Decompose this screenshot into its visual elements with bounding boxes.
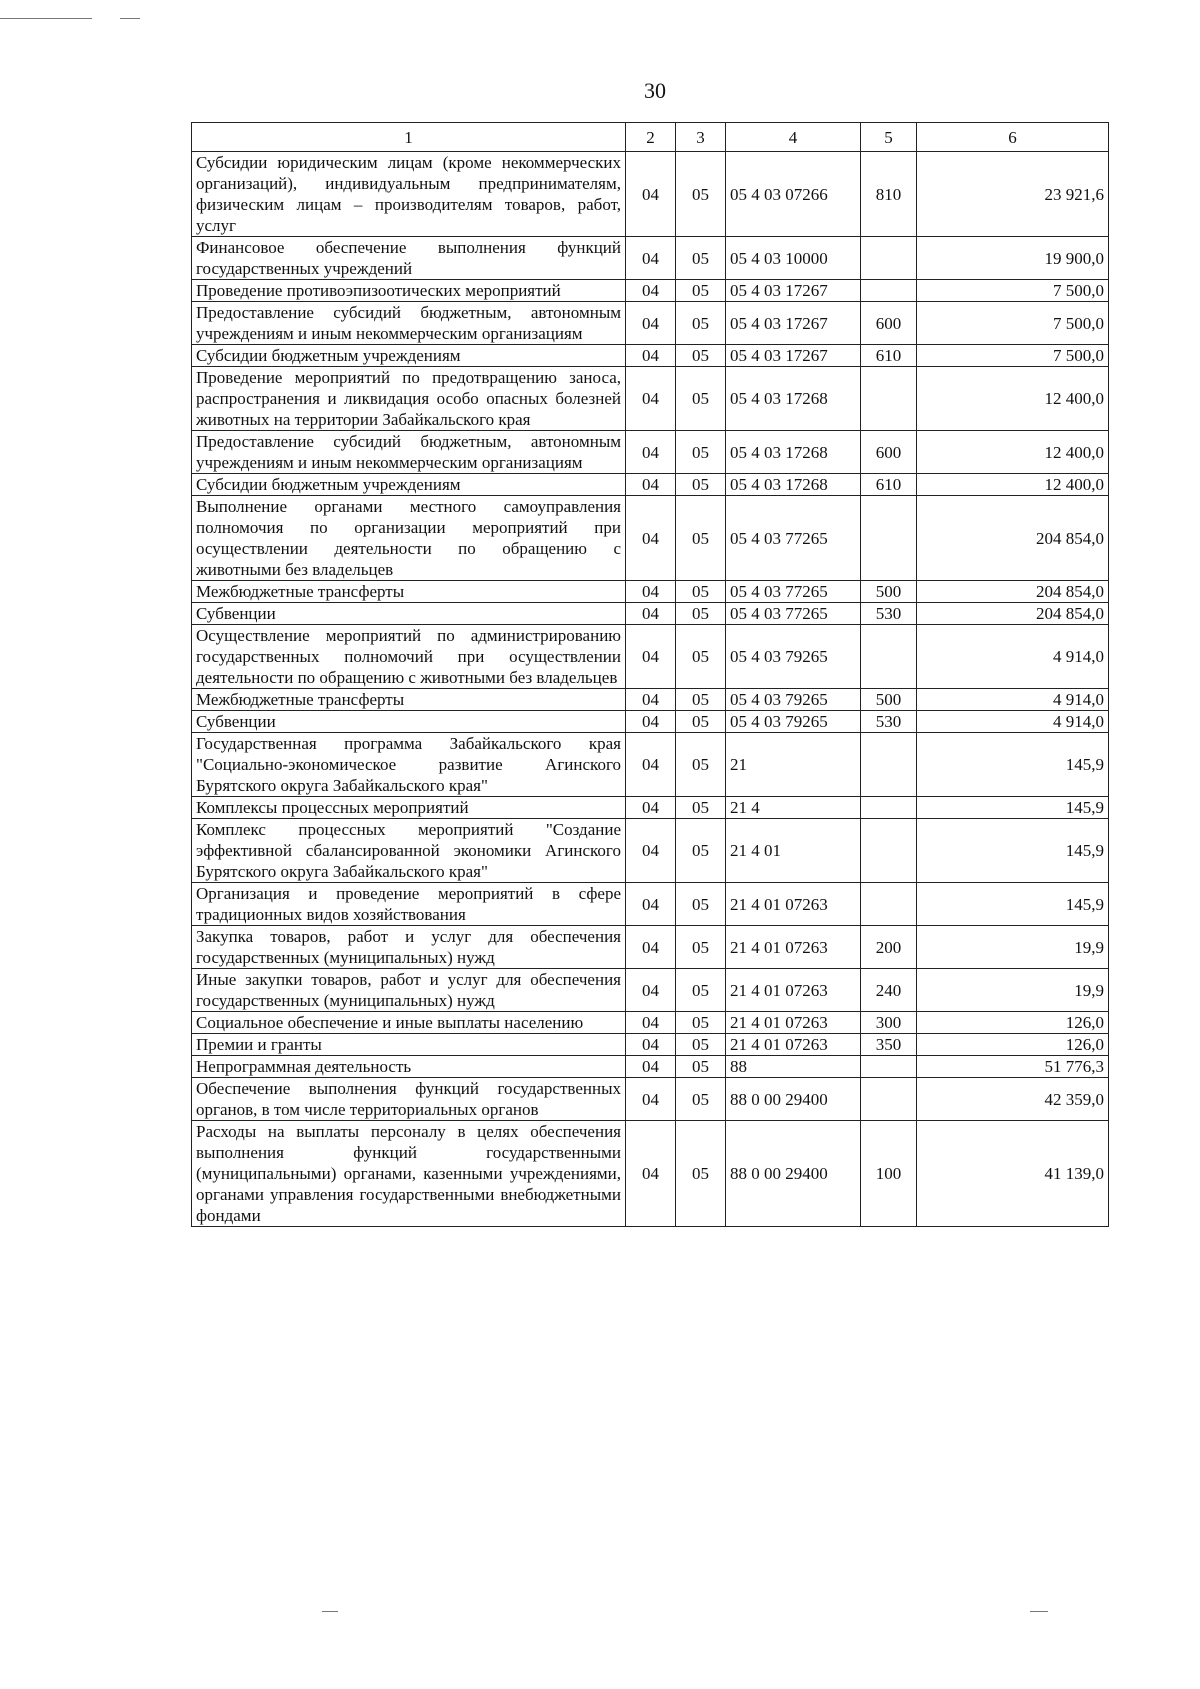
table-row xyxy=(192,1034,1109,1056)
row-subsection-cell: 05 xyxy=(676,819,726,883)
row-amount-cell: 19,9 xyxy=(917,926,1109,969)
row-section-cell: 04 xyxy=(626,280,676,302)
row-expense-type-cell xyxy=(861,797,917,819)
row-subsection-cell: 05 xyxy=(676,1121,726,1227)
table-row xyxy=(192,969,1109,1012)
row-expense-type-cell: 500 xyxy=(861,689,917,711)
table-row xyxy=(192,1121,1109,1227)
table-row xyxy=(192,1012,1109,1034)
scan-artifact-line xyxy=(322,1611,338,1612)
row-subsection-cell: 05 xyxy=(676,496,726,581)
row-expense-type-cell: 300 xyxy=(861,1012,917,1034)
row-target-article-cell: 05 4 03 17267 xyxy=(726,302,861,345)
table-row xyxy=(192,883,1109,926)
table-row xyxy=(192,625,1109,689)
scan-artifact-line xyxy=(0,18,92,19)
table-header-row xyxy=(192,123,1109,152)
row-amount-cell: 126,0 xyxy=(917,1012,1109,1034)
row-target-article-cell: 05 4 03 17268 xyxy=(726,367,861,431)
row-subsection-cell: 05 xyxy=(676,1012,726,1034)
row-name-cell: Проведение противоэпизоотических мероприятий xyxy=(192,280,626,302)
row-subsection-cell: 05 xyxy=(676,345,726,367)
column-header: 3 xyxy=(676,123,726,152)
table-row xyxy=(192,711,1109,733)
row-amount-cell: 42 359,0 xyxy=(917,1078,1109,1121)
column-header: 1 xyxy=(192,123,626,152)
row-name-cell: Социальное обеспечение и иные выплаты населению xyxy=(192,1012,626,1034)
row-subsection-cell: 05 xyxy=(676,367,726,431)
table-row xyxy=(192,280,1109,302)
row-expense-type-cell: 240 xyxy=(861,969,917,1012)
row-expense-type-cell: 600 xyxy=(861,302,917,345)
row-name-cell: Межбюджетные трансферты xyxy=(192,581,626,603)
row-target-article-cell: 05 4 03 07266 xyxy=(726,152,861,237)
row-name-cell: Межбюджетные трансферты xyxy=(192,689,626,711)
row-amount-cell: 12 400,0 xyxy=(917,431,1109,474)
row-name-cell: Государственная программа Забайкальского края "Социально-экономическое развитие Агинского Бурятского округа Забайкальского края" xyxy=(192,733,626,797)
row-target-article-cell: 88 0 00 29400 xyxy=(726,1121,861,1227)
budget-table xyxy=(191,122,1109,1227)
row-name-cell: Предоставление субсидий бюджетным, автономным учреждениям и иным некоммерческим организациям xyxy=(192,431,626,474)
row-amount-cell: 12 400,0 xyxy=(917,474,1109,496)
row-expense-type-cell: 100 xyxy=(861,1121,917,1227)
row-target-article-cell: 21 4 01 07263 xyxy=(726,926,861,969)
row-expense-type-cell xyxy=(861,237,917,280)
row-name-cell: Субсидии бюджетным учреждениям xyxy=(192,474,626,496)
row-subsection-cell: 05 xyxy=(676,883,726,926)
row-expense-type-cell: 530 xyxy=(861,711,917,733)
scan-artifact-line xyxy=(120,18,140,19)
row-name-cell: Комплексы процессных мероприятий xyxy=(192,797,626,819)
row-target-article-cell: 05 4 03 79265 xyxy=(726,711,861,733)
row-name-cell: Субсидии бюджетным учреждениям xyxy=(192,345,626,367)
row-expense-type-cell xyxy=(861,367,917,431)
row-section-cell: 04 xyxy=(626,819,676,883)
row-section-cell: 04 xyxy=(626,496,676,581)
table-row xyxy=(192,237,1109,280)
row-section-cell: 04 xyxy=(626,431,676,474)
row-expense-type-cell: 200 xyxy=(861,926,917,969)
row-target-article-cell: 88 xyxy=(726,1056,861,1078)
row-name-cell: Обеспечение выполнения функций государственных органов, в том числе территориальных органов xyxy=(192,1078,626,1121)
row-expense-type-cell: 610 xyxy=(861,474,917,496)
table-row xyxy=(192,797,1109,819)
row-amount-cell: 126,0 xyxy=(917,1034,1109,1056)
row-target-article-cell: 88 0 00 29400 xyxy=(726,1078,861,1121)
row-target-article-cell: 05 4 03 77265 xyxy=(726,581,861,603)
row-amount-cell: 4 914,0 xyxy=(917,625,1109,689)
row-target-article-cell: 05 4 03 17267 xyxy=(726,345,861,367)
row-name-cell: Комплекс процессных мероприятий "Создание эффективной сбалансированной экономики Агинского Бурятского округа Забайкальского края" xyxy=(192,819,626,883)
row-name-cell: Субсидии юридическим лицам (кроме некоммерческих организаций), индивидуальным предпринимателям, физическим лицам – производителям товаров, работ, услуг xyxy=(192,152,626,237)
table-row xyxy=(192,345,1109,367)
row-section-cell: 04 xyxy=(626,797,676,819)
column-header: 2 xyxy=(626,123,676,152)
row-name-cell: Выполнение органами местного самоуправления полномочия по организации мероприятий при осуществлении деятельности по обращению с животными без владельцев xyxy=(192,496,626,581)
row-subsection-cell: 05 xyxy=(676,969,726,1012)
row-name-cell: Проведение мероприятий по предотвращению заноса, распространения и ликвидация особо опасных болезней животных на территории Забайкальского края xyxy=(192,367,626,431)
row-name-cell: Непрограммная деятельность xyxy=(192,1056,626,1078)
row-target-article-cell: 05 4 03 17268 xyxy=(726,474,861,496)
row-subsection-cell: 05 xyxy=(676,797,726,819)
row-target-article-cell: 05 4 03 79265 xyxy=(726,689,861,711)
row-subsection-cell: 05 xyxy=(676,431,726,474)
row-amount-cell: 7 500,0 xyxy=(917,302,1109,345)
row-expense-type-cell: 610 xyxy=(861,345,917,367)
row-target-article-cell: 21 xyxy=(726,733,861,797)
table-row xyxy=(192,819,1109,883)
row-expense-type-cell: 810 xyxy=(861,152,917,237)
table-row xyxy=(192,152,1109,237)
row-target-article-cell: 05 4 03 17267 xyxy=(726,280,861,302)
row-section-cell: 04 xyxy=(626,581,676,603)
scan-artifact-line xyxy=(1030,1611,1048,1612)
row-section-cell: 04 xyxy=(626,1034,676,1056)
table-row xyxy=(192,926,1109,969)
row-section-cell: 04 xyxy=(626,625,676,689)
table-row xyxy=(192,733,1109,797)
row-amount-cell: 23 921,6 xyxy=(917,152,1109,237)
row-subsection-cell: 05 xyxy=(676,1078,726,1121)
row-amount-cell: 7 500,0 xyxy=(917,345,1109,367)
row-expense-type-cell xyxy=(861,1078,917,1121)
row-name-cell: Премии и гранты xyxy=(192,1034,626,1056)
row-subsection-cell: 05 xyxy=(676,711,726,733)
table-row xyxy=(192,302,1109,345)
page-number: 30 xyxy=(644,78,666,103)
table-row xyxy=(192,474,1109,496)
row-amount-cell: 4 914,0 xyxy=(917,689,1109,711)
row-section-cell: 04 xyxy=(626,733,676,797)
row-target-article-cell: 21 4 01 07263 xyxy=(726,1012,861,1034)
row-subsection-cell: 05 xyxy=(676,280,726,302)
row-target-article-cell: 21 4 01 07263 xyxy=(726,883,861,926)
row-section-cell: 04 xyxy=(626,1056,676,1078)
row-section-cell: 04 xyxy=(626,711,676,733)
row-amount-cell: 19,9 xyxy=(917,969,1109,1012)
row-section-cell: 04 xyxy=(626,1012,676,1034)
table-row xyxy=(192,603,1109,625)
row-target-article-cell: 05 4 03 77265 xyxy=(726,603,861,625)
row-amount-cell: 145,9 xyxy=(917,819,1109,883)
row-amount-cell: 204 854,0 xyxy=(917,581,1109,603)
row-section-cell: 04 xyxy=(626,883,676,926)
row-expense-type-cell xyxy=(861,819,917,883)
row-target-article-cell: 21 4 01 07263 xyxy=(726,969,861,1012)
row-amount-cell: 145,9 xyxy=(917,883,1109,926)
column-header: 5 xyxy=(861,123,917,152)
row-expense-type-cell xyxy=(861,625,917,689)
row-subsection-cell: 05 xyxy=(676,1034,726,1056)
table-row xyxy=(192,1056,1109,1078)
row-subsection-cell: 05 xyxy=(676,302,726,345)
row-section-cell: 04 xyxy=(626,689,676,711)
table-row xyxy=(192,1078,1109,1121)
row-expense-type-cell: 350 xyxy=(861,1034,917,1056)
row-name-cell: Закупка товаров, работ и услуг для обеспечения государственных (муниципальных) нужд xyxy=(192,926,626,969)
row-target-article-cell: 05 4 03 79265 xyxy=(726,625,861,689)
row-expense-type-cell xyxy=(861,883,917,926)
row-section-cell: 04 xyxy=(626,474,676,496)
row-expense-type-cell xyxy=(861,1056,917,1078)
row-subsection-cell: 05 xyxy=(676,1056,726,1078)
row-subsection-cell: 05 xyxy=(676,152,726,237)
row-subsection-cell: 05 xyxy=(676,474,726,496)
row-section-cell: 04 xyxy=(626,926,676,969)
column-header: 6 xyxy=(917,123,1109,152)
row-amount-cell: 204 854,0 xyxy=(917,603,1109,625)
row-amount-cell: 4 914,0 xyxy=(917,711,1109,733)
row-subsection-cell: 05 xyxy=(676,603,726,625)
row-target-article-cell: 05 4 03 10000 xyxy=(726,237,861,280)
row-name-cell: Осуществление мероприятий по администрированию государственных полномочий при осуществлении деятельности по обращению с животными без владельцев xyxy=(192,625,626,689)
row-amount-cell: 51 776,3 xyxy=(917,1056,1109,1078)
row-name-cell: Иные закупки товаров, работ и услуг для обеспечения государственных (муниципальных) нужд xyxy=(192,969,626,1012)
row-name-cell: Субвенции xyxy=(192,711,626,733)
row-amount-cell: 145,9 xyxy=(917,733,1109,797)
row-name-cell: Организация и проведение мероприятий в сфере традиционных видов хозяйствования xyxy=(192,883,626,926)
row-expense-type-cell: 600 xyxy=(861,431,917,474)
row-section-cell: 04 xyxy=(626,367,676,431)
row-subsection-cell: 05 xyxy=(676,625,726,689)
row-amount-cell: 145,9 xyxy=(917,797,1109,819)
row-section-cell: 04 xyxy=(626,302,676,345)
row-subsection-cell: 05 xyxy=(676,237,726,280)
row-amount-cell: 204 854,0 xyxy=(917,496,1109,581)
row-amount-cell: 41 139,0 xyxy=(917,1121,1109,1227)
table-row xyxy=(192,431,1109,474)
row-name-cell: Финансовое обеспечение выполнения функций государственных учреждений xyxy=(192,237,626,280)
column-header: 4 xyxy=(726,123,861,152)
table-body xyxy=(192,152,1109,1227)
row-section-cell: 04 xyxy=(626,969,676,1012)
row-expense-type-cell: 500 xyxy=(861,581,917,603)
row-name-cell: Субвенции xyxy=(192,603,626,625)
row-target-article-cell: 05 4 03 17268 xyxy=(726,431,861,474)
row-section-cell: 04 xyxy=(626,1121,676,1227)
row-name-cell: Расходы на выплаты персоналу в целях обеспечения выполнения функций государственными (муниципальными) органами, казенными учреждениями, органами управления государственными внебюджетными фондами xyxy=(192,1121,626,1227)
row-subsection-cell: 05 xyxy=(676,926,726,969)
row-expense-type-cell xyxy=(861,733,917,797)
row-target-article-cell: 05 4 03 77265 xyxy=(726,496,861,581)
row-section-cell: 04 xyxy=(626,1078,676,1121)
row-target-article-cell: 21 4 xyxy=(726,797,861,819)
row-section-cell: 04 xyxy=(626,237,676,280)
row-section-cell: 04 xyxy=(626,345,676,367)
row-target-article-cell: 21 4 01 07263 xyxy=(726,1034,861,1056)
row-amount-cell: 19 900,0 xyxy=(917,237,1109,280)
row-expense-type-cell: 530 xyxy=(861,603,917,625)
row-section-cell: 04 xyxy=(626,603,676,625)
row-subsection-cell: 05 xyxy=(676,581,726,603)
row-section-cell: 04 xyxy=(626,152,676,237)
table-row xyxy=(192,581,1109,603)
row-subsection-cell: 05 xyxy=(676,689,726,711)
table-row xyxy=(192,496,1109,581)
row-subsection-cell: 05 xyxy=(676,733,726,797)
row-expense-type-cell xyxy=(861,280,917,302)
row-amount-cell: 7 500,0 xyxy=(917,280,1109,302)
table-row xyxy=(192,367,1109,431)
row-expense-type-cell xyxy=(861,496,917,581)
row-amount-cell: 12 400,0 xyxy=(917,367,1109,431)
row-target-article-cell: 21 4 01 xyxy=(726,819,861,883)
table-row xyxy=(192,689,1109,711)
row-name-cell: Предоставление субсидий бюджетным, автономным учреждениям и иным некоммерческим организациям xyxy=(192,302,626,345)
